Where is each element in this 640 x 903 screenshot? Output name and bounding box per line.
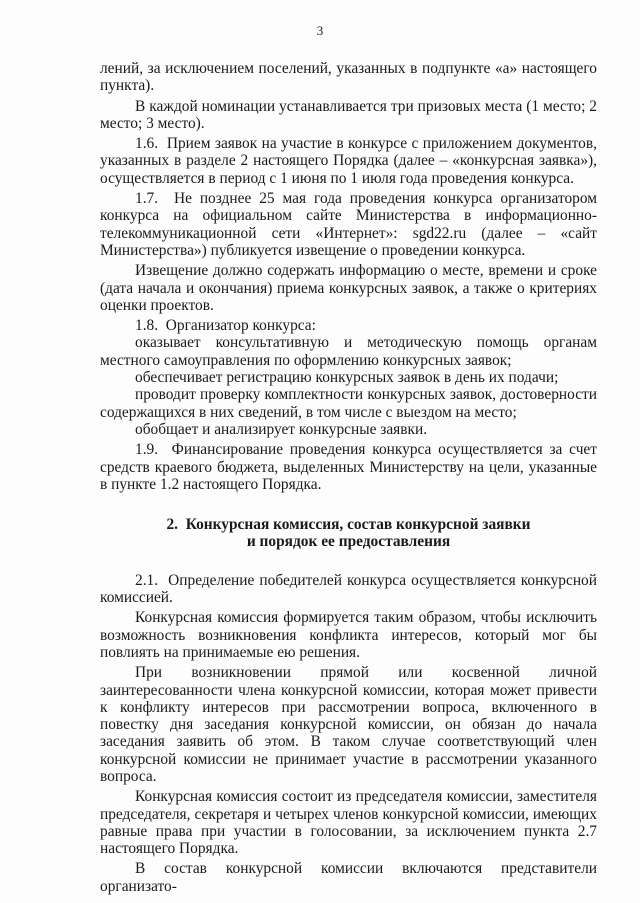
section-2-heading xyxy=(100,516,597,551)
paragraph-commission-composition: Конкурсная комиссия состоит из председателя комиссии, заместителя председателя, секретаря и четырех членов конкурсной комиссии, имеющих равные права при участии в голосовании, за исключением пункта 2.7 настоящего Порядка. xyxy=(100,788,597,858)
paragraph-1-7: 1.7. Не позднее 25 мая года проведения конкурса организатором конкурса на официальном сайте Министерства в информационно-телекоммуникационной сети «Интернет»: sgd22.ru (далее – «сайт Министерства») публикуется извещение о проведении конкурса. xyxy=(100,190,597,259)
section-2-heading-line2: и порядок ее предоставления xyxy=(246,533,451,551)
paragraph-notice-content: Извещение должно содержать информацию о месте, времени и сроке (дата начала и окончания) приема конкурсных заявок, а также о критериях оценки проектов. xyxy=(100,262,597,314)
section-2-heading-line1: 2. Конкурсная комиссия, состав конкурсной заявки xyxy=(166,516,531,534)
paragraph-1-9: 1.9. Финансирование проведения конкурса осуществляется за счет средств краевого бюджета, выделенных Министерству на цели, указанные в пункте 1.2 настоящего Порядка. xyxy=(100,441,597,493)
paragraph-verification: проводит проверку комплектности конкурсных заявок, достоверности содержащихся в них сведений, в том числе с выездом на место; xyxy=(100,386,597,421)
paragraph-continuation: лений, за исключением поселений, указанных в подпункте «а» настоящего пункта). xyxy=(100,60,597,95)
paragraph-conflict-of-interest: При возникновении прямой или косвенной личной заинтересованности члена конкурсной комиссии, которая может привести к конфликту интересов при рассмотрении вопроса, включенного в повестку дня заседания конкурсной комиссии, он обязан до начала заседания заявить об этом. В таком случае соответствующий член конкурсной комиссии не принимает участие в рассмотрении указанного вопроса. xyxy=(100,664,597,785)
paragraph-prize-places: В каждой номинации устанавливается три призовых места (1 место; 2 место; 3 место). xyxy=(100,97,597,132)
paragraph-commission-members: В состав конкурсной комиссии включаются представители организато- xyxy=(100,860,597,895)
paragraph-consulting: оказывает консультативную и методическую помощь органам местного самоуправления по оформлению конкурсных заявок; xyxy=(100,334,597,369)
page-number: 3 xyxy=(316,23,324,38)
paragraph-2-1: 2.1. Определение победителей конкурса осуществляется конкурсной комиссией. xyxy=(100,571,597,607)
paragraph-analysis: обобщает и анализирует конкурсные заявки. xyxy=(135,420,428,438)
paragraph-1-6: 1.6. Прием заявок на участие в конкурсе с приложением документов, указанных в разделе 2 настоящего Порядка (далее – «конкурсная заявка»), осуществляется в период с 1 июня по 1 июля года проведения конкурса. xyxy=(100,135,597,187)
paragraph-1-8: 1.8. Организатор конкурса: xyxy=(135,317,316,335)
paragraph-registration: обеспечивает регистрацию конкурсных заявок в день их подачи; xyxy=(135,369,559,387)
page-content xyxy=(100,60,597,895)
paragraph-commission-formation: Конкурсная комиссия формируется таким образом, чтобы исключить возможность возникновения конфликта интересов, который мог бы повлиять на принимаемые ею решения. xyxy=(100,609,597,661)
